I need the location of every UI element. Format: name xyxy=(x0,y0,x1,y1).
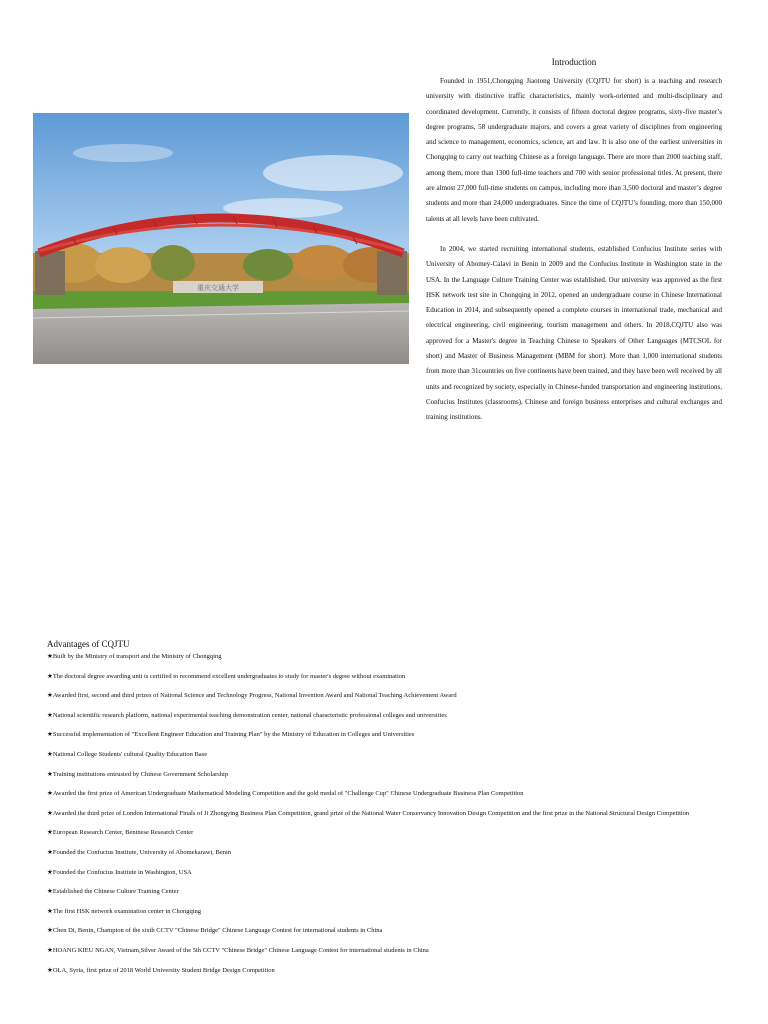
advantage-text: National scientific research platform, national experimental teaching demonstration center, national characteristic professional colleges and universities xyxy=(52,711,447,719)
advantage-text: Awarded first, second and third prizes of National Science and Technology Progress, National Invention Award and National Teaching Achievement Award xyxy=(52,692,457,700)
advantage-text: Awarded the third prize of London International Finals of Ji Zhongying Business Plan Competition, grand prize of the National Water Conservancy Innovation Design Competition and the first prize in the National Structural Design Competition xyxy=(52,809,690,817)
list-item xyxy=(47,672,717,692)
list-item xyxy=(47,926,717,946)
list-item xyxy=(47,966,717,986)
advantages-list xyxy=(47,652,717,985)
star-icon: ★ xyxy=(47,653,53,660)
star-icon: ★ xyxy=(47,927,53,935)
campus-gate-photo xyxy=(33,113,409,364)
advantage-text: Founded the Confucius Institute in Washington, USA xyxy=(52,868,192,876)
advantage-text: The first HSK network examination center in Chongqing xyxy=(52,907,202,915)
star-icon: ★ xyxy=(47,946,53,954)
campus-gate-illustration xyxy=(33,113,409,364)
advantage-text: European Research Center, Beninese Research Center xyxy=(52,829,194,837)
introduction-section xyxy=(426,56,722,426)
gate-sign-text: 重庆交通大学 xyxy=(197,284,239,292)
list-item xyxy=(47,770,717,790)
advantage-text: HOANG KIEU NGAN, Vietnam,Silver Award of the 5th CCTV "Chinese Bridge" Chinese Language Contest for international students in China xyxy=(52,946,429,954)
advantage-text: Chen Di, Benin, Champion of the sixth CCTV "Chinese Bridge" Chinese Language Contest for international students in China xyxy=(52,927,383,935)
star-icon: ★ xyxy=(47,770,53,778)
list-item xyxy=(47,750,717,770)
list-item xyxy=(47,789,717,809)
advantages-section xyxy=(47,638,717,985)
star-icon: ★ xyxy=(47,711,53,719)
introduction-title: Introduction xyxy=(551,57,597,67)
list-item xyxy=(47,730,717,750)
list-item xyxy=(47,828,717,848)
advantage-text: The doctoral degree awarding unit is certified to recommend excellent undergraduates to study for master's degree without examination xyxy=(52,672,406,680)
advantage-text: Built by the Ministry of transport and the Ministry of Chongqing xyxy=(52,653,222,660)
advantage-text: Awarded the first prize of American Undergraduate Mathematical Modeling Competition and the gold medal of "Challenge Cup" Chinese Undergraduate Business Plan Competition xyxy=(52,790,524,798)
list-item xyxy=(47,809,717,829)
star-icon: ★ xyxy=(47,790,53,798)
star-icon: ★ xyxy=(47,868,53,876)
star-icon: ★ xyxy=(47,692,53,700)
list-item xyxy=(47,652,717,672)
star-icon: ★ xyxy=(47,907,53,915)
introduction-paragraph-1: Founded in 1951,Chongqing Jiaotong University (CQJTU for short) is a teaching and research university with distinctive traffic characteristics, mainly work-oriented and multi-disciplinary and coordinated development. Currently, it consists of fifteen doctoral degree programs, sixty-five master’s degree programs, 58 undergraduate majors, and covers a great variety of disciplines from engineering and science to management, economics, science, art and law. It is also one of the earliest universities in Chongqing to carry out teaching Chinese as a foreign language. There are more than 2000 teaching staff, among them, more than 1300 full-time teachers and 700 with senior professional titles. At present, there are almost 27,000 full-time students on campus, including more than 3,500 doctoral and master’s degree students and more than 24,000 undergraduates. Since the time of CQJTU’s founding, more than 150,000 talents at all levels have been cultivated. xyxy=(426,77,722,223)
list-item xyxy=(47,946,717,966)
star-icon: ★ xyxy=(47,829,53,837)
star-icon: ★ xyxy=(47,848,53,856)
advantage-text: Successful implementation of "Excellent Engineer Education and Training Plan" by the Ministry of Education in Colleges and Universities xyxy=(52,731,415,739)
star-icon: ★ xyxy=(47,672,53,680)
star-icon: ★ xyxy=(47,888,53,896)
advantages-title: Advantages of CQJTU xyxy=(47,639,130,649)
star-icon: ★ xyxy=(47,731,53,739)
list-item xyxy=(47,887,717,907)
advantage-text: Established the Chinese Culture Training Center xyxy=(52,888,179,896)
advantage-text: OLA, Syria, first prize of 2018 World University Student Bridge Design Competition xyxy=(52,966,275,974)
list-item xyxy=(47,868,717,888)
list-item xyxy=(47,711,717,731)
advantage-text: National College Students' cultural Quality Education Base xyxy=(52,750,208,758)
introduction-paragraph-2: In 2004, we started recruiting international students, established Confucius Institute series with University of Abomey-Calavi in Benin in 2009 and the Confucius Institute in Washington state in the USA. In the Language Culture Training Center was established. Our university was approved as the first HSK network test site in Chongqing in 2012, opened an undergraduate course in Chinese International Education in 2014, and subsequently opened a complete courses in international trade, mechanical and electrical engineering, civil engineering, tourism management and others. In 2018,CQJTU also was approved for a Master's degree in Teaching Chinese to Speakers of Other Languages (MTCSOL for short) and Master of Business Management (MBM for short). More than 1,000 international students from more than 31countries on five continents have been trained, and they have been well received by all units and recognized by society, especially in Chinese-funded transportation and engineering institutions, Confucius Institutes (classrooms), Chinese and foreign business enterprises and cultural exchanges and training institutions. xyxy=(426,244,722,422)
advantage-text: Training institutions entrusted by Chinese Government Scholarship xyxy=(52,770,229,778)
list-item xyxy=(47,691,717,711)
list-item xyxy=(47,907,717,927)
advantage-text: Founded the Confucius Institute, University of Abomekarawi, Benin xyxy=(52,848,232,856)
star-icon: ★ xyxy=(47,750,53,758)
star-icon: ★ xyxy=(47,966,53,974)
list-item xyxy=(47,848,717,868)
star-icon: ★ xyxy=(47,809,53,817)
